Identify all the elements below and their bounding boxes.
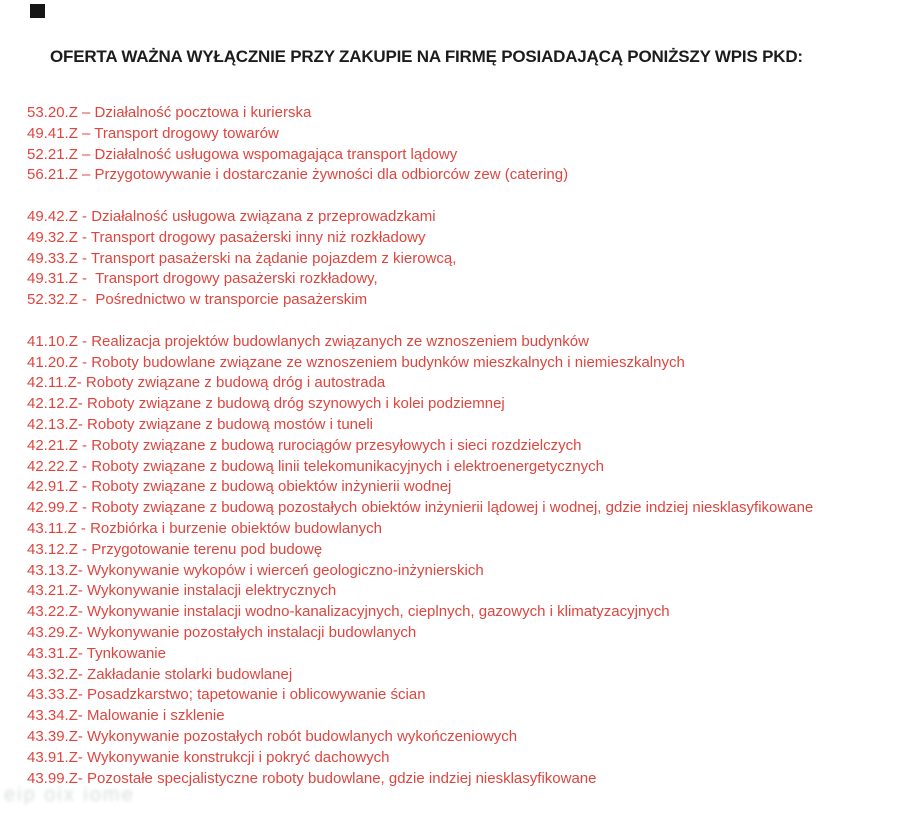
pkd-item: 43.29.Z- Wykonywanie pozostałych instalacji budowlanych bbox=[27, 623, 417, 641]
pkd-item: 53.20.Z – Działalność pocztowa i kurierska bbox=[27, 104, 312, 121]
pkd-item: 49.33.Z - Transport pasażerski na żądanie pojazdem z kierowcą, bbox=[27, 249, 457, 267]
pkd-item: 41.20.Z - Roboty budowlane związane ze wznoszeniem budynków mieszkalnych i niemieszkalnych bbox=[27, 353, 685, 371]
pkd-item: 43.12.Z - Przygotowanie terenu pod budowę bbox=[27, 540, 323, 558]
pkd-item: 43.39.Z- Wykonywanie pozostałych robót budowlanych wykończeniowych bbox=[27, 727, 518, 745]
corner-mark bbox=[30, 4, 45, 18]
pkd-item: 43.13.Z- Wykonywanie wykopów i wierceń geologiczno-inżynierskich bbox=[27, 561, 484, 579]
pkd-item: 43.11.Z - Rozbiórka i burzenie obiektów budowlanych bbox=[27, 519, 382, 537]
pkd-item: 49.32.Z - Transport drogowy pasażerski inny niż rozkładowy bbox=[27, 228, 426, 246]
pkd-item: 43.32.Z- Zakładanie stolarki budowlanej bbox=[27, 665, 293, 683]
pkd-group-transport-postal bbox=[27, 103, 907, 186]
pkd-item: 42.21.Z - Roboty związane z budową rurociągów przesyłowych i sieci rozdzielczych bbox=[27, 436, 582, 454]
pkd-item: 43.22.Z- Wykonywanie instalacji wodno-kanalizacyjnych, cieplnych, gazowych i klimatyzacyjnych bbox=[27, 603, 670, 621]
pkd-item: 52.32.Z - Pośrednictwo w transporcie pasażerskim bbox=[27, 291, 368, 309]
pkd-item: 43.91.Z- Wykonywanie konstrukcji i pokryć dachowych bbox=[27, 748, 390, 766]
pkd-item: 49.41.Z – Transport drogowy towarów bbox=[27, 124, 279, 142]
pkd-group-passenger-transport bbox=[27, 207, 907, 311]
pkd-item: 42.99.Z - Roboty związane z budową pozostałych obiektów inżynierii lądowej i wodnej, gdzie indziej niesklasyfikowane bbox=[27, 499, 814, 517]
pkd-item: 49.42.Z - Działalność usługowa związana z przeprowadzkami bbox=[27, 207, 436, 225]
pkd-item: 42.12.Z- Roboty związane z budową dróg szynowych i kolei podziemnej bbox=[27, 395, 505, 413]
pkd-group-construction bbox=[27, 332, 907, 790]
pkd-item: 43.33.Z- Posadzkarstwo; tapetowanie i oblicowywanie ścian bbox=[27, 686, 426, 704]
pkd-item: 42.91.Z - Roboty związane z budową obiektów inżynierii wodnej bbox=[27, 478, 452, 496]
pkd-item: 42.22.Z - Roboty związane z budową linii telekomunikacyjnych i elektroenergetycznych bbox=[27, 457, 604, 475]
page-title: OFERTA WAŻNA WYŁĄCZNIE PRZY ZAKUPIE NA FIRMĘ POSIADAJĄCĄ PONIŻSZY WPIS PKD: bbox=[50, 47, 803, 66]
watermark: eip oix iome bbox=[4, 784, 135, 806]
pkd-code-list bbox=[27, 103, 907, 789]
pkd-item: 52.21.Z – Działalność usługowa wspomagająca transport lądowy bbox=[27, 145, 458, 163]
pkd-item: 42.11.Z- Roboty związane z budową dróg i autostrada bbox=[27, 374, 386, 392]
pkd-item: 43.34.Z- Malowanie i szklenie bbox=[27, 707, 225, 725]
pkd-item: 41.10.Z - Realizacja projektów budowlanych związanych ze wznoszeniem budynków bbox=[27, 332, 589, 350]
pkd-item: 42.13.Z- Roboty związane z budową mostów i tuneli bbox=[27, 415, 374, 433]
pkd-item: 56.21.Z – Przygotowywanie i dostarczanie żywności dla odbiorców zew (catering) bbox=[27, 166, 569, 184]
pkd-item: 49.31.Z - Transport drogowy pasażerski rozkładowy, bbox=[27, 270, 378, 288]
pkd-item: 43.21.Z- Wykonywanie instalacji elektrycznych bbox=[27, 582, 337, 600]
pkd-item: 43.99.Z- Pozostałe specjalistyczne roboty budowlane, gdzie indziej niesklasyfikowane bbox=[27, 769, 597, 787]
pkd-item: 43.31.Z- Tynkowanie bbox=[27, 644, 166, 662]
